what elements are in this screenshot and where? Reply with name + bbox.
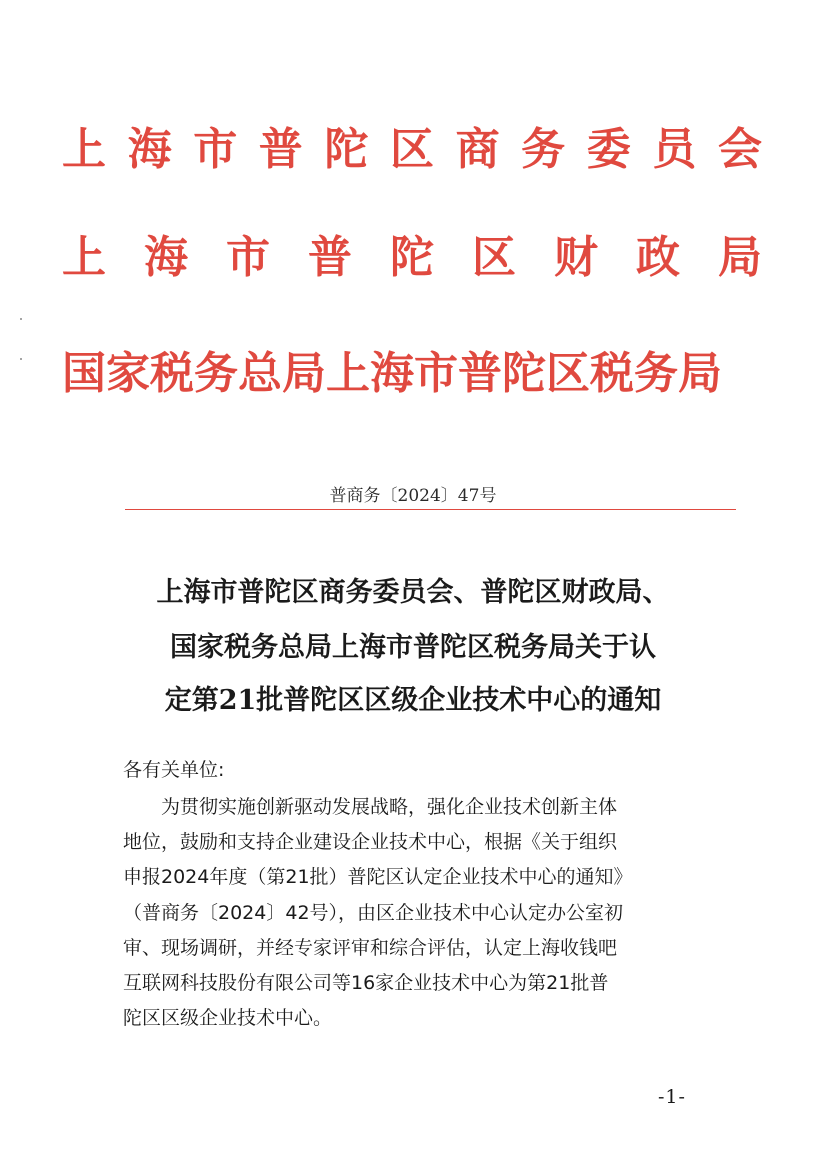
header-char: 普 bbox=[308, 232, 352, 283]
header-char: 上 bbox=[62, 124, 106, 175]
header-char: 委 bbox=[586, 124, 631, 175]
header-char: 海 bbox=[127, 124, 172, 175]
issuer-header-finance bbox=[62, 232, 762, 283]
salutation: 各有关单位: bbox=[123, 759, 225, 781]
header-char: 局 bbox=[718, 232, 762, 283]
header-char: 海 bbox=[144, 232, 188, 283]
header-char: 会 bbox=[717, 124, 762, 175]
body-line: 地位，鼓励和支持企业建设企业技术中心，根据《关于组织 bbox=[123, 831, 618, 854]
document-title-line-1: 上海市普陀区商务委员会、普陀区财政局、 bbox=[156, 577, 670, 608]
header-char: 员 bbox=[652, 124, 697, 175]
page-number: -1- bbox=[658, 1086, 686, 1108]
document-title-line-3: 定第21批普陀区区级企业技术中心的通知 bbox=[164, 685, 662, 716]
document-title-line-2: 国家税务总局上海市普陀区税务局关于认 bbox=[170, 632, 656, 663]
header-char: 普 bbox=[258, 124, 303, 175]
header-char: 陀 bbox=[390, 232, 434, 283]
header-char: 陀 bbox=[324, 124, 369, 175]
body-line: 申报2024年度（第21批）普陀区认定企业技术中心的通知》 bbox=[123, 866, 633, 889]
body-line: 互联网科技股份有限公司等16家企业技术中心为第21批普 bbox=[123, 972, 609, 995]
scan-speck bbox=[20, 358, 22, 360]
header-char: 区 bbox=[472, 232, 516, 283]
header-char: 市 bbox=[193, 124, 238, 175]
body-line: 陀区区级企业技术中心。 bbox=[123, 1007, 333, 1030]
header-char: 上 bbox=[62, 232, 106, 283]
issuer-header-tax: 国家税务总局上海市普陀区税务局 bbox=[62, 348, 722, 399]
header-char: 商 bbox=[455, 124, 500, 175]
header-char: 务 bbox=[521, 124, 566, 175]
issuer-header-commerce bbox=[62, 124, 762, 175]
body-line: （普商务〔2024〕42号），由区企业技术中心认定办公室初 bbox=[123, 901, 624, 924]
header-char: 市 bbox=[226, 232, 270, 283]
body-line: 为贯彻实施创新驱动发展战略，强化企业技术创新主体 bbox=[123, 796, 618, 818]
header-char: 政 bbox=[636, 232, 680, 283]
red-divider-line bbox=[125, 509, 736, 510]
header-char: 财 bbox=[554, 232, 598, 283]
document-number: 普商务〔2024〕47号 bbox=[329, 486, 497, 506]
body-line: 审、现场调研，并经专家评审和综合评估，认定上海收钱吧 bbox=[123, 936, 618, 959]
scan-speck bbox=[20, 318, 22, 320]
header-char: 区 bbox=[389, 124, 434, 175]
body-paragraph bbox=[123, 790, 708, 1036]
